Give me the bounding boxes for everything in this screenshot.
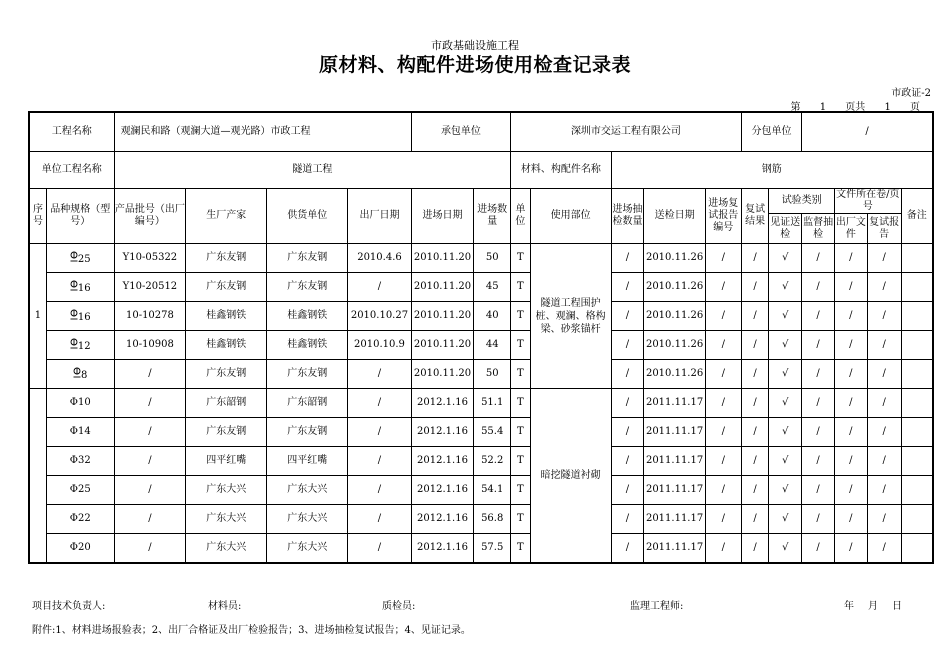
cell-send-date: 2011.11.17 [644,505,705,534]
cell-remark [901,476,933,505]
cell-spec [46,273,114,302]
cell-unit: T [511,389,530,418]
table-row [29,447,933,476]
cell-send-date: 2011.11.17 [644,389,705,418]
col-recheck: 复试结果 [741,189,769,244]
cell-remark [901,447,933,476]
cell-report-no: / [705,418,741,447]
cell-recheck: / [741,360,769,389]
cell-in-date: 2010.11.20 [411,244,474,273]
cell-witness: √ [769,360,802,389]
spec-value: 8 [81,369,88,381]
cell-witness: √ [769,505,802,534]
unit-project-value: 隧道工程 [114,152,511,189]
subcontractor-label: 分包单位 [741,112,801,152]
cell-batch: 10-10908 [114,331,186,360]
cell-report-no: / [705,331,741,360]
cell-spec [46,418,114,447]
cell-supplier: 广东友钢 [267,360,348,389]
project-name-value: 观澜民和路（观澜大道—观光路）市政工程 [114,112,411,152]
cell-usage: 暗挖隧道衬砌 [530,389,611,564]
cell-report-no: / [705,273,741,302]
col-usage: 使用部位 [530,189,611,244]
cell-sample: / [611,331,644,360]
cell-maker: 广东韶钢 [186,389,267,418]
cell-out-date: / [348,447,412,476]
cell-batch: / [114,389,186,418]
cell-witness: √ [769,331,802,360]
rebar-grade-icon [73,367,81,382]
cell-factory-file: / [834,244,867,273]
col-factory-file: 出厂文件 [834,214,867,244]
cell-supplier: 广东大兴 [267,505,348,534]
cell-remark [901,534,933,564]
spec-value: Φ32 [69,455,91,466]
cell-unit: T [511,447,530,476]
info-row-project [29,112,933,152]
cell-supplier: 桂鑫钢铁 [267,302,348,331]
cell-factory-file: / [834,418,867,447]
page-prefix: 第 [790,102,801,113]
cell-in-date: 2010.11.20 [411,331,474,360]
cell-supplier: 广东韶钢 [267,389,348,418]
cell-recheck: / [741,534,769,564]
cell-supervise: / [802,505,835,534]
cell-witness: √ [769,389,802,418]
cell-in-date: 2012.1.16 [411,389,474,418]
col-seq: 序号 [29,189,46,244]
cell-qty: 40 [474,302,511,331]
cell-factory-file: / [834,447,867,476]
cell-maker: 广东友钢 [186,273,267,302]
cell-seq: 1 [29,244,46,389]
spec-value: 12 [77,340,91,352]
cell-out-date: 2010.10.27 [348,302,412,331]
cell-sample: / [611,534,644,564]
cell-batch: / [114,447,186,476]
spec-value: Φ10 [69,397,91,408]
col-send-date: 送检日期 [644,189,705,244]
col-maker: 生厂产家 [186,189,267,244]
material-name-label: 材料、构配件名称 [511,152,611,189]
cell-supplier: 广东友钢 [267,418,348,447]
cell-qty: 52.2 [474,447,511,476]
cell-supervise: / [802,273,835,302]
cell-maker: 广东友钢 [186,360,267,389]
cell-sample: / [611,418,644,447]
material-clerk-label: 材料员: [208,601,242,612]
cell-report-no: / [705,534,741,564]
cell-recheck-report: / [867,302,901,331]
page-suffix: 页 [910,102,920,113]
cell-batch: / [114,505,186,534]
cell-report-no: / [705,476,741,505]
cell-recheck-report: / [867,273,901,302]
column-header-row-1 [29,189,933,214]
cell-recheck-report: / [867,447,901,476]
cell-unit: T [511,244,530,273]
cell-maker: 广东友钢 [186,418,267,447]
cell-in-date: 2012.1.16 [411,534,474,564]
cell-sample: / [611,244,644,273]
cell-batch: Y10-05322 [114,244,186,273]
cell-out-date: 2010.4.6 [348,244,412,273]
cell-out-date: / [348,360,412,389]
table-row [29,534,933,564]
cell-supplier: 四平红嘴 [267,447,348,476]
cell-supervise: / [802,534,835,564]
col-sample: 进场抽检数量 [611,189,644,244]
spec-value: 25 [77,253,91,265]
cell-witness: √ [769,302,802,331]
cell-unit: T [511,302,530,331]
cell-qty: 57.5 [474,534,511,564]
cell-remark [901,389,933,418]
cell-in-date: 2010.11.20 [411,273,474,302]
cell-maker: 广东友钢 [186,244,267,273]
subcontractor-value: / [802,112,933,152]
cell-sample: / [611,360,644,389]
cell-supervise: / [802,244,835,273]
cell-send-date: 2010.11.26 [644,244,705,273]
col-supplier: 供货单位 [267,189,348,244]
cell-witness: √ [769,534,802,564]
info-row-unit [29,152,933,189]
rebar-grade-icon [70,251,78,266]
cell-spec [46,360,114,389]
cell-sample: / [611,476,644,505]
cell-unit: T [511,534,530,564]
cell-factory-file: / [834,534,867,564]
cell-in-date: 2012.1.16 [411,447,474,476]
project-name-label: 工程名称 [29,112,114,152]
cell-unit: T [511,476,530,505]
cell-recheck: / [741,273,769,302]
col-witness: 见证送检 [769,214,802,244]
date-year: 年 [844,601,854,612]
page-total-prefix: 页共 [845,102,866,113]
table-row [29,331,933,360]
cell-factory-file: / [834,302,867,331]
col-out-date: 出厂日期 [348,189,412,244]
table-row [29,273,933,302]
cell-recheck: / [741,447,769,476]
cell-qty: 55.4 [474,418,511,447]
page-total: 1 [884,102,891,113]
cell-recheck: / [741,505,769,534]
spec-value: Φ22 [69,513,91,524]
cell-report-no: / [705,389,741,418]
cell-sample: / [611,389,644,418]
cell-factory-file: / [834,505,867,534]
cell-batch: / [114,360,186,389]
cell-sample: / [611,273,644,302]
material-name-value: 钢筋 [611,152,933,189]
cell-recheck-report: / [867,244,901,273]
rebar-grade-icon [70,280,78,295]
cell-report-no: / [705,505,741,534]
cell-witness: √ [769,447,802,476]
col-batch: 产品批号（出厂编号） [114,189,186,244]
unit-project-label: 单位工程名称 [29,152,114,189]
cell-recheck-report: / [867,331,901,360]
cell-remark [901,244,933,273]
cell-out-date: / [348,418,412,447]
page-number: 1 [819,102,827,113]
cell-supplier: 桂鑫钢铁 [267,331,348,360]
data-rows [29,244,933,564]
cell-recheck-report: / [867,505,901,534]
cell-witness: √ [769,476,802,505]
cell-factory-file: / [834,389,867,418]
cell-maker: 四平红嘴 [186,447,267,476]
cell-send-date: 2010.11.26 [644,302,705,331]
cell-batch: / [114,476,186,505]
cell-spec [46,331,114,360]
cell-supplier: 广东大兴 [267,534,348,564]
cell-send-date: 2011.11.17 [644,534,705,564]
table-row [29,360,933,389]
cell-qty: 54.1 [474,476,511,505]
col-recheck-report: 复试报告 [867,214,901,244]
cell-sample: / [611,505,644,534]
cell-supplier: 广东大兴 [267,476,348,505]
cell-supplier: 广东友钢 [267,273,348,302]
supervisor-label: 监理工程师: [630,601,684,612]
cell-factory-file: / [834,476,867,505]
cell-out-date: / [348,505,412,534]
date-day: 日 [892,601,902,612]
cell-recheck: / [741,476,769,505]
spec-value: Φ25 [69,484,91,495]
cell-spec [46,302,114,331]
cell-witness: √ [769,244,802,273]
form-subtitle: 市政基础设施工程 [431,39,519,52]
date-month: 月 [868,601,878,612]
table-row [29,244,933,273]
col-supervise: 监督抽检 [802,214,835,244]
cell-remark [901,273,933,302]
form-title: 原材料、构配件进场使用检查记录表 [318,54,631,76]
cell-maker: 广东大兴 [186,534,267,564]
cell-in-date: 2010.11.20 [411,360,474,389]
cell-in-date: 2012.1.16 [411,505,474,534]
cell-qty: 44 [474,331,511,360]
cell-recheck-report: / [867,476,901,505]
cell-remark [901,418,933,447]
cell-spec [46,505,114,534]
cell-supervise: / [802,389,835,418]
col-file-loc: 文件所在卷/页号 [836,189,900,212]
cell-remark [901,302,933,331]
cell-recheck-report: / [867,534,901,564]
doc-number: 市政证-2 [891,88,931,99]
col-remark: 备注 [901,189,933,244]
col-report-no: 进场复试报告编号 [705,189,741,244]
spec-value: 16 [77,282,91,294]
cell-witness: √ [769,418,802,447]
cell-supervise: / [802,447,835,476]
cell-report-no: / [705,447,741,476]
cell-spec [46,447,114,476]
cell-unit: T [511,273,530,302]
cell-spec [46,244,114,273]
cell-spec [46,389,114,418]
cell-qty: 51.1 [474,389,511,418]
cell-out-date: / [348,273,412,302]
cell-qty: 50 [474,360,511,389]
cell-send-date: 2011.11.17 [644,418,705,447]
cell-supervise: / [802,331,835,360]
cell-remark [901,360,933,389]
rebar-grade-icon [70,309,78,324]
cell-spec [46,476,114,505]
col-unit: 单位 [511,189,530,244]
inspection-record-table [28,111,934,564]
cell-in-date: 2012.1.16 [411,418,474,447]
cell-supervise: / [802,418,835,447]
tech-lead-label: 项目技术负责人: [32,601,106,612]
cell-usage: 隧道工程围护桩、观澜、格构梁、砂浆锚杆 [530,244,611,389]
cell-qty: 50 [474,244,511,273]
col-spec: 品种规格（型号） [46,189,114,244]
contractor-label: 承包单位 [411,112,510,152]
cell-sample: / [611,302,644,331]
cell-sample: / [611,447,644,476]
cell-supplier: 广东友钢 [267,244,348,273]
cell-spec [46,534,114,564]
cell-report-no: / [705,360,741,389]
cell-send-date: 2010.11.26 [644,360,705,389]
cell-recheck-report: / [867,389,901,418]
table-row [29,505,933,534]
cell-in-date: 2012.1.16 [411,476,474,505]
cell-unit: T [511,360,530,389]
col-in-date: 进场日期 [411,189,474,244]
cell-in-date: 2010.11.20 [411,302,474,331]
cell-recheck: / [741,418,769,447]
cell-batch: / [114,534,186,564]
table-row [29,418,933,447]
col-test-type: 试验类别 [769,189,835,214]
col-qty: 进场数量 [474,189,511,244]
cell-batch: / [114,418,186,447]
cell-batch: Y10-20512 [114,273,186,302]
cell-out-date: / [348,476,412,505]
cell-factory-file: / [834,273,867,302]
table-row [29,389,933,418]
cell-recheck-report: / [867,418,901,447]
cell-unit: T [511,418,530,447]
cell-supervise: / [802,476,835,505]
cell-qty: 45 [474,273,511,302]
cell-unit: T [511,331,530,360]
cell-supervise: / [802,302,835,331]
cell-maker: 广东大兴 [186,476,267,505]
cell-witness: √ [769,273,802,302]
cell-recheck: / [741,244,769,273]
cell-recheck-report: / [867,360,901,389]
cell-recheck: / [741,389,769,418]
table-row [29,476,933,505]
cell-report-no: / [705,302,741,331]
cell-out-date: / [348,389,412,418]
cell-out-date: 2010.10.9 [348,331,412,360]
cell-factory-file: / [834,360,867,389]
cell-unit: T [511,505,530,534]
cell-send-date: 2010.11.26 [644,273,705,302]
cell-recheck: / [741,302,769,331]
cell-maker: 桂鑫钢铁 [186,331,267,360]
spec-value: Φ14 [69,426,91,437]
contractor-value: 深圳市交运工程有限公司 [511,112,742,152]
cell-supervise: / [802,360,835,389]
cell-remark [901,505,933,534]
cell-recheck: / [741,331,769,360]
cell-send-date: 2011.11.17 [644,476,705,505]
cell-batch: 10-10278 [114,302,186,331]
cell-remark [901,331,933,360]
spec-value: 16 [77,311,91,323]
cell-maker: 桂鑫钢铁 [186,302,267,331]
cell-maker: 广东大兴 [186,505,267,534]
inspector-label: 质检员: [382,601,416,612]
rebar-grade-icon [70,338,78,353]
cell-send-date: 2011.11.17 [644,447,705,476]
cell-report-no: / [705,244,741,273]
cell-factory-file: / [834,331,867,360]
spec-value: Φ20 [69,542,91,553]
cell-qty: 56.8 [474,505,511,534]
attachment-note: 附件:1、材料进场报验表；2、出厂合格证及出厂检验报告；3、进场抽检复试报告；4、见证记录。 [32,625,471,636]
table-row [29,302,933,331]
cell-seq [29,389,46,564]
cell-out-date: / [348,534,412,564]
cell-send-date: 2010.11.26 [644,331,705,360]
